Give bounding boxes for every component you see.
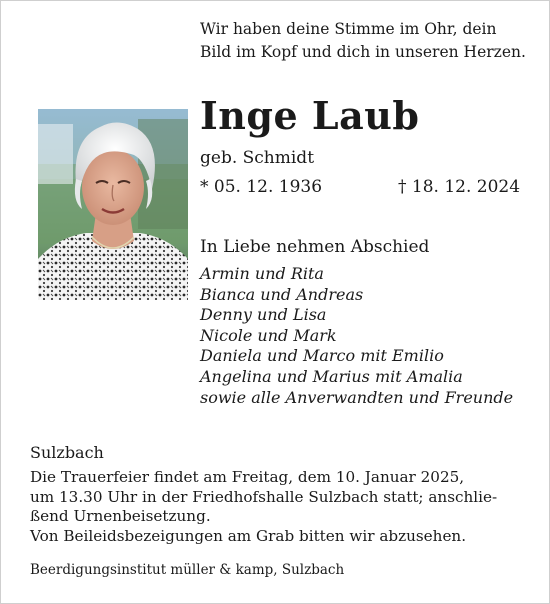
service-line: Von Beileidsbezeigungen am Grab bitten wir abzusehen. (30, 526, 467, 545)
list-item: Bianca und Andreas (200, 284, 364, 304)
list-item: Nicole und Mark (200, 325, 337, 345)
service-line: Die Trauerfeier findet am Freitag, dem 10. Januar 2025, (30, 468, 465, 486)
place-name: Sulzbach (30, 443, 104, 462)
list-item: Denny und Lisa (200, 305, 327, 325)
list-item: Angelina und Marius mit Amalia (200, 366, 463, 386)
list-item: sowie alle Anverwandten und Freunde (200, 387, 514, 407)
memorial-quote (200, 18, 540, 64)
service-details (30, 468, 497, 546)
service-line: ßend Urnenbeisetzung. (30, 507, 211, 525)
deceased-name: Inge Laub (200, 93, 420, 138)
mourners-list (200, 264, 513, 408)
portrait-photo (38, 109, 188, 300)
birth-name: geb. Schmidt (200, 148, 315, 168)
list-item: Daniela und Marco mit Emilio (200, 346, 444, 366)
farewell-heading: In Liebe nehmen Abschied (200, 237, 430, 257)
death-date: † 18. 12. 2024 (398, 177, 521, 197)
quote-line: Wir haben deine Stimme im Ohr, dein (200, 20, 497, 38)
list-item: Armin und Rita (200, 264, 324, 283)
undertaker-credit: Beerdigungsinstitut müller & kamp, Sulzbach (30, 562, 345, 578)
service-line: um 13.30 Uhr in der Friedhofshalle Sulzbach statt; anschlie- (30, 487, 498, 506)
birth-date: * 05. 12. 1936 (200, 177, 323, 197)
portrait-illustration (38, 109, 188, 300)
quote-line: Bild im Kopf und dich in unseren Herzen. (200, 43, 526, 61)
